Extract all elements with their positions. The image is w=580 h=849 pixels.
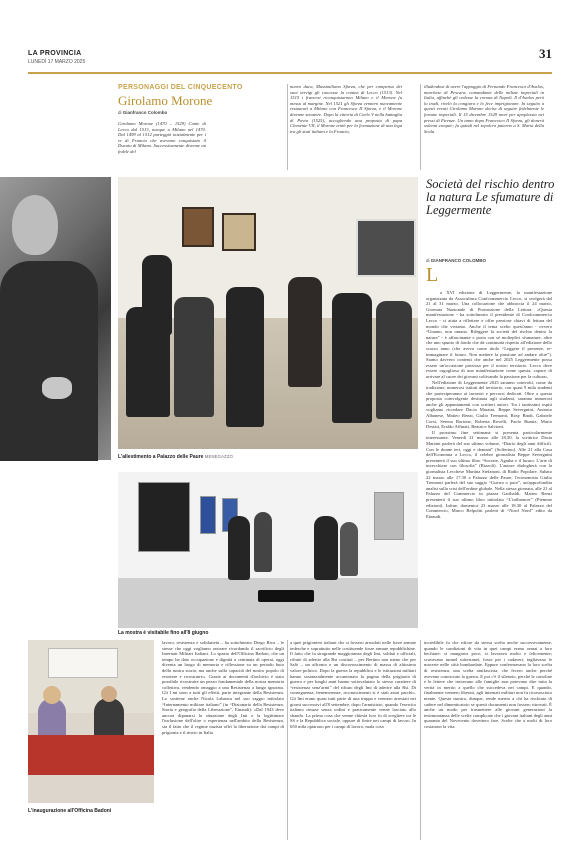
column-rule xyxy=(420,640,421,840)
visitor xyxy=(314,516,338,580)
artwork xyxy=(138,482,190,552)
speaker-head xyxy=(101,686,117,702)
caption-text: L'inaugurazione all'Officina Badoni xyxy=(28,808,112,814)
visitor xyxy=(174,297,214,417)
sidebar-column-3: illudendosi di avere l'appoggio di Fernando Francesco d'Avalos, marchese di Pescara, comandante delle milizie imperiali in Italia, affinchè gli cedesse la corona di Napoli. Il d'Avalos però lo tradì, rivelò la congiura e lo fece imprigionare. In seguito a questi eventi Girolamo Morone decise di seguire fedelmente le fortune imperiali. Il 15 dicembre 1529 morì per apoplessia nei pressi di Firenze. Un anno dopo Francesco II Sforza, gli donerà solenni esequie; fu quindi nel sepolcro paterno a S. Maria della Scala. xyxy=(424,84,544,134)
gallery-caption xyxy=(118,454,233,460)
inauguration-photo xyxy=(28,640,154,803)
drop-cap: L xyxy=(426,264,439,286)
paper-date: LUNEDÌ 17 MARZO 2025 xyxy=(28,59,86,65)
body-paragraph-1: Nell'edizione di Leggermente 2025 saranno coinvolti, come da tradizione, numerosi istituti del territorio, con quasi 9 mila studenti che parteciperanno ai incontri e percorsi dedicati. Oltre a questa proposta coinvolgente destinata agli studenti, saranno numerosi anche gli appuntamenti con scrittori autori. Tra i tantissimi ospiti vogliamo ricordare Dacia Maraini, Beppe Severgnini, Antonio Albanese, Matteo Renzi, Giulio Tremonti, Rosy Bindi, Gabriele Corsi, Serena Bortone, Roberta Rovelli, Paolo Rumiz, Mario Desiati, Eraldo Affinati, Beatrice Salvioni. xyxy=(426,379,552,430)
column-rule xyxy=(287,640,288,840)
lead-start xyxy=(440,268,552,290)
main-byline xyxy=(426,258,486,263)
portrait-body xyxy=(0,261,98,461)
exhibit-photo xyxy=(118,472,418,628)
column-rule xyxy=(420,84,421,170)
bottom-column-3: incredibile fu che rifiore da stessa scelta anche successivamente, quando le condizioni di vita in quei campi erano ormai a loro bechiare: si mangiava poco, si lavorava molto e felicemente; scavavano tunnel sotterranei, fosse per i cadaveri, tagliavano le macerie nelle città bombardate. Eppure confermavano la loro scelta di resistenza, una scelta antifascista, che fecero anche perché avevano conosciuto la guerra. E poi c'è il silenzio, perché le cartoline e le lettere che inviavano alle famiglie non potevano dire tutta la verità in merito a quello che succedeva nei campi. E quando, finalmente vennero liberati, agli internati militari non fu riconosciuto niente. Questa mostra, dunque, rende merito a chi ha rischiato di cadere nel dimenticatoio se questi documenti non fossero ritrovati. È anche un modo per trasmettere alle giovani generazioni la testimonianza delle scelte complicate che i giovani italiani degli anni quaranta del Novecento dovettero fare. Scelte che a molti di loro costarono la vita. xyxy=(424,640,552,729)
projection-screen xyxy=(48,648,118,678)
inauguration-caption xyxy=(28,808,111,814)
artwork xyxy=(200,496,216,534)
visitor xyxy=(254,512,272,572)
sidebar-title: Girolamo Morone xyxy=(118,93,213,108)
bottom-column-1: lavoro, resistenza e solidarietà – ha sottolineato Diego Riva – le stesse che oggi vogliamo onorare ricordando il sacrificio degli Internati Militari Italiani. Lo spazio dell'Officina Badoni, che un tempo ha dato occupazione e dignità a centinaia di operai, oggi diventa un luogo di memoria e riflessione su un periodo buio della nostra storia, ma anche sulla capacità del nostro popolo di resistere e ricostruire». Grazie ai documenti d'archivio è stato possibile ricostruire un pezzo fondamentale della nostra memoria collettiva, rendendo omaggio a una Resistenza a lungo ignorata. Gli I mi sono a tutti gli effetti, parte integrante della Resistenza. Lo sostiene anche Nicola Labanca nel suo saggio intitolato “Internamento militare italiano” (in “Dizionario della Resistenza. Storia e geografia della Liberazione”, Einaudi): «Dal 1943 deve ancora dipanarsi la situazione degli Imi e la legittimare l'inclusione dell'oltre o esperienza nell'ambito della Resistenza, sia il fatto che il regime nazista offrì la liberazione dai campi di prigionia e il rinvio in Italia xyxy=(162,640,284,735)
body-paragraph-2: Il prossimo fine settimana si presenta particolarmente interessante. Venerdì 21 marzo alle 18,30, la scrittrice Dacia Maraini parlerà del suo ultimo volume, “Diario degli anni difficili. Con le donne ieri, oggi e domani” (Solferino). Alle 21 alla Casa dell'Economia a Lecco, il celebre giornalista Beppe Severgnini presenterà il suo ultimo libro “Socrate, Agatha e il futuro. L'arte di invecchiare con filosofia” (Rizzoli). L'autore dialogherà con la giornalista Lecchese Martina Stefanoni, di Radio Popolare. Sabato 22 marzo alle 17.30 a Palazzo delle Paure, l'economista Giulio Tremonti parlerà del suo saggio “Guerra o pace”, un'approfondita analisi sulla crisi dell'ordine globale. Nella stessa giornata, alle 21 al Palazzo del Commercio in piazza Garibaldi, Matteo Renzi presenterà il suo ultimo libro intitolato “L'influencer” (Piemme edizioni). Infine, domenica 23 marzo alle 18.30 al Palazzo del Commercio, Marco Belpoliti parlerà di “Nord Nord” edito da Einaudi. xyxy=(426,429,552,519)
portrait-face xyxy=(12,195,58,255)
column-rule xyxy=(287,84,288,170)
byline-prefix: di xyxy=(426,258,430,263)
visitor xyxy=(126,307,170,417)
page-number: 31 xyxy=(539,46,552,61)
speaker-head xyxy=(43,686,61,704)
bench xyxy=(258,590,314,602)
byline-author: GIANFRANCO COLOMBO xyxy=(430,258,487,263)
main-body xyxy=(426,290,552,519)
masthead xyxy=(28,46,552,74)
caption-text: L'allestimento a Palazzo delle Paure xyxy=(118,454,204,460)
photo-credit: MENEGAZZO xyxy=(204,454,234,459)
main-headline: Società del rischio dentro la natura Le sfumature di Leggermente xyxy=(426,177,555,217)
sidebar-column-2: nuovo duca, Massimiliano Sforza, che per compenso dei suoi servigi gli concesse la contea di Lecco (1513). Nel 1515 i francesi riconquistarono Milano e il Morone fu messo al margine. Nel 1521 gli Sforza vennero nuovamente restaurati a Milano con Francesco II Sforza, e il Morone divenne senatore. Dopo la vittoria di Carlo V nella battaglia di Pavia (1525), accogliendo una proposta di papa Clemente VII, il Morone tentò per la formazione di una lega tra gli stati italiani e la Francia, xyxy=(290,84,402,134)
visitor xyxy=(226,287,264,427)
visitor xyxy=(228,516,250,580)
sidebar-byline xyxy=(118,110,167,115)
byline-prefix: di xyxy=(118,110,122,115)
speaker-table xyxy=(28,735,154,775)
artwork xyxy=(374,492,404,540)
visitor xyxy=(340,522,358,576)
bottom-column-2: a quei prigionieri italiani che si fossero arruolati nelle forze armate tedesche e soprattutto nelle costituende forze armate repubblichine. Il fatto che la stragrande maggioranza degli Imi, soldati e ufficiali, rifiutò di aderire alla Rsi costituì – per Bertino non meno che per Salò – un affronto e un disconoscimento di massa di altissimo valore politico. Dopo la guerra la repubblica e le istituzioni militari hanno sostanzialmente accantonato la pagina della prigionia di guerra e per lunghi anni hanno sottovalutato lo stesso carattere di “resistenza senz'armi” del rifiuto degli Imi di aderire alla Rsi. Di conseguenza, benemerenze, riconoscimenti si è stati assai parchi». Gli Imi erano quasi tutti parte di una truppa e vennero arrestati nei giorni successivi all'8 settembre, dopo l'armistizio, quando l'esercito italiano rimase senza ordini e praticamente venne lasciato allo sbando. La prima cosa che venne chiesta loro fu di scegliere tra le SS e la Repubblica sociale, oppure di finire nei campi di lavoro. In 650 mila optarono per i campi di lavoro, mala cosa xyxy=(290,640,416,729)
lead-paragraph: a XVI edizione di Leggermente, la manifestazione organizzata da Assocultura Confcommercio Lecco, si svolgerà dal 21 al 31 marzo. Una collocazione che abbraccia il 24 marzo, Giornata Nazionale di Promozione della Lettura. «Questa manifestazione - ha sottolineato il presidente di Confcommercio Lecco - ci aiuta a riflettere e offre preziose chiavi di lettura del mondo che viviamo. Anche il tema scelto quest'anno - ovvero “Umano, non umano. Rileggere la società del rischio dentro la natura” - è affascinante e porta con sé molteplici sfumature, oltre che uno spunto di fondo che dà continuità rispetto all'edizione dello scorso anno (che aveva come titolo “Leggere il presente, re-immaginare il futuro. Non mettere la passione ad andare oltre”). Siamo davvero contenti che anche nel 2025 Leggermente possa essere un'occasione preziosa per il nostro territorio. Lecco deve essere orgogliosa di una manifestazione come questa, capace di arrivare al cuore dei giovani coltivando la passione per la cultura». xyxy=(426,290,552,379)
visitor xyxy=(376,301,412,419)
portrait-photo xyxy=(0,177,111,460)
painting xyxy=(222,213,256,251)
exhibit-caption xyxy=(118,630,208,636)
sidebar-column-1: Girolamo Morone (1470 – 1529) Conte di Lecco dal 1513, nacque a Milano nel 1470. Dal 1499 al 1512 parteggiò inizialmente per i re di Francia che avevano conquistato il Ducato di Milano. Successivamente divenne un fedele del xyxy=(118,121,206,154)
painting xyxy=(182,207,214,247)
painting xyxy=(356,219,416,277)
visitor xyxy=(288,277,322,387)
byline-author: Gianfranco Colombo xyxy=(122,110,168,115)
portrait-hand xyxy=(42,377,72,399)
paper-name: LA PROVINCIA xyxy=(28,50,82,57)
caption-text: La mostra è visitabile fino all'8 giugno xyxy=(118,630,209,636)
gallery-photo xyxy=(118,177,418,449)
visitor xyxy=(332,293,372,423)
sidebar-kicker: PERSONAGGI DEL CINQUECENTO xyxy=(118,84,243,91)
exhibit-floor xyxy=(118,578,418,628)
